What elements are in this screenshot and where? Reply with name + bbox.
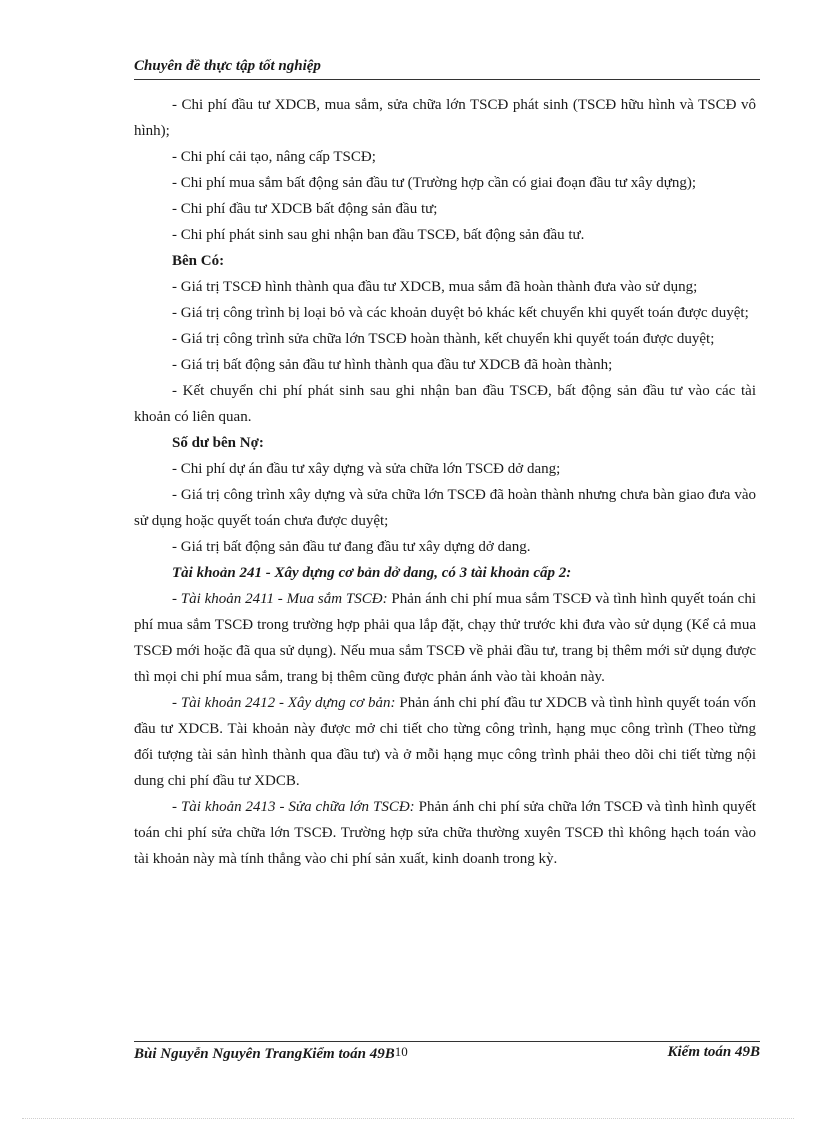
section-heading-so-du: Số dư bên Nợ: (172, 435, 264, 451)
footer-author-text: Bùi Nguyễn Nguyên TrangKiểm toán 49B (134, 1046, 395, 1062)
account-text-2413: Phản ánh chi phí sửa chữa lớn TSCĐ và tình hình quyết toán chi phí sửa chữa lớn TSCĐ. Trường hợp sửa chữa thường xuyên TSCĐ thì không hạch toán vào tài khoản này mà tính thẳng vào chi phí sản xuất, kinh doanh trong kỳ. (134, 799, 756, 867)
paragraph: - Giá trị bất động sản đầu tư hình thành qua đầu tư XDCB đã hoàn thành; (172, 357, 613, 373)
paragraph: - Chi phí cải tạo, nâng cấp TSCĐ; (172, 149, 376, 165)
account-label-2413: - Tài khoản 2413 - Sửa chữa lớn TSCĐ: (172, 799, 415, 815)
page-bottom-edge (22, 1118, 794, 1119)
footer-author (134, 1044, 408, 1063)
paragraph-tk2412 (134, 690, 756, 794)
paragraph-tk2413 (134, 794, 756, 872)
footer-divider (134, 1041, 760, 1042)
paragraph: - Giá trị TSCĐ hình thành qua đầu tư XDCB, mua sắm đã hoàn thành đưa vào sử dụng; (172, 279, 698, 295)
page-header-title: Chuyên đề thực tập tốt nghiệp (134, 58, 321, 74)
account-text-2412: Phản ánh chi phí đầu tư XDCB và tình hình quyết toán vốn đầu tư XDCB. Tài khoản này được mở chi tiết cho từng công trình, hạng mục công trình (Theo từng đối tượng tài sản hình thành qua đầu tư) và ở mỗi hạng mục công trình phải theo dõi chi tiết từng nội dung chi phí đầu tư XDCB. (134, 695, 756, 789)
paragraph: - Chi phí phát sinh sau ghi nhận ban đầu TSCĐ, bất động sản đầu tư. (172, 227, 585, 243)
paragraph: - Chi phí đầu tư XDCB bất động sản đầu tư; (172, 201, 438, 217)
paragraph: - Giá trị bất động sản đầu tư đang đầu tư xây dựng dở dang. (172, 539, 531, 555)
account-text-2411: Phản ánh chi phí mua sắm TSCĐ và tình hình quyết toán chi phí mua sắm TSCĐ trong trường hợp phải qua lắp đặt, chạy thử trước khi đưa vào sử dụng (Kể cả mua TSCĐ mới hoặc đã qua sử dụng). Nếu mua sắm TSCĐ về phải đầu tư, trang bị thêm mới sử dụng được thì mọi chi phí mua sắm, trang bị thêm cũng được phản ánh vào tài khoản này. (134, 591, 756, 685)
header-divider (134, 79, 760, 80)
paragraph: - Chi phí đầu tư XDCB, mua sắm, sửa chữa lớn TSCĐ phát sinh (TSCĐ hữu hình và TSCĐ vô hình); (134, 97, 756, 139)
paragraph: - Chi phí dự án đầu tư xây dựng và sửa chữa lớn TSCĐ dở dang; (172, 461, 561, 477)
paragraph-tk2411 (134, 586, 756, 690)
footer-course: Kiểm toán 49B (667, 1044, 760, 1060)
account-label-2411: - Tài khoản 2411 - Mua sắm TSCĐ: (172, 591, 388, 607)
paragraph: - Giá trị công trình xây dựng và sửa chữa lớn TSCĐ đã hoàn thành nhưng chưa bàn giao đưa vào sử dụng hoặc quyết toán chưa được duyệt; (134, 487, 756, 529)
paragraph: - Giá trị công trình bị loại bỏ và các khoản duyệt bỏ khác kết chuyển khi quyết toán được duyệt; (172, 305, 749, 321)
paragraph: - Kết chuyển chi phí phát sinh sau ghi nhận ban đầu TSCĐ, bất động sản đầu tư vào các tài khoản có liên quan. (134, 383, 756, 425)
paragraph: - Chi phí mua sắm bất động sản đầu tư (Trường hợp cần có giai đoạn đầu tư xây dựng); (172, 175, 696, 191)
section-heading-tk241: Tài khoản 241 - Xây dựng cơ bản dở dang, có 3 tài khoản cấp 2: (172, 565, 572, 581)
paragraph: - Giá trị công trình sửa chữa lớn TSCĐ hoàn thành, kết chuyển khi quyết toán được duyệt; (172, 331, 715, 347)
document-body (134, 92, 756, 872)
page-number: 10 (394, 1044, 408, 1059)
account-label-2412: - Tài khoản 2412 - Xây dựng cơ bản: (172, 695, 396, 711)
section-heading-ben-co: Bên Có: (172, 253, 225, 269)
